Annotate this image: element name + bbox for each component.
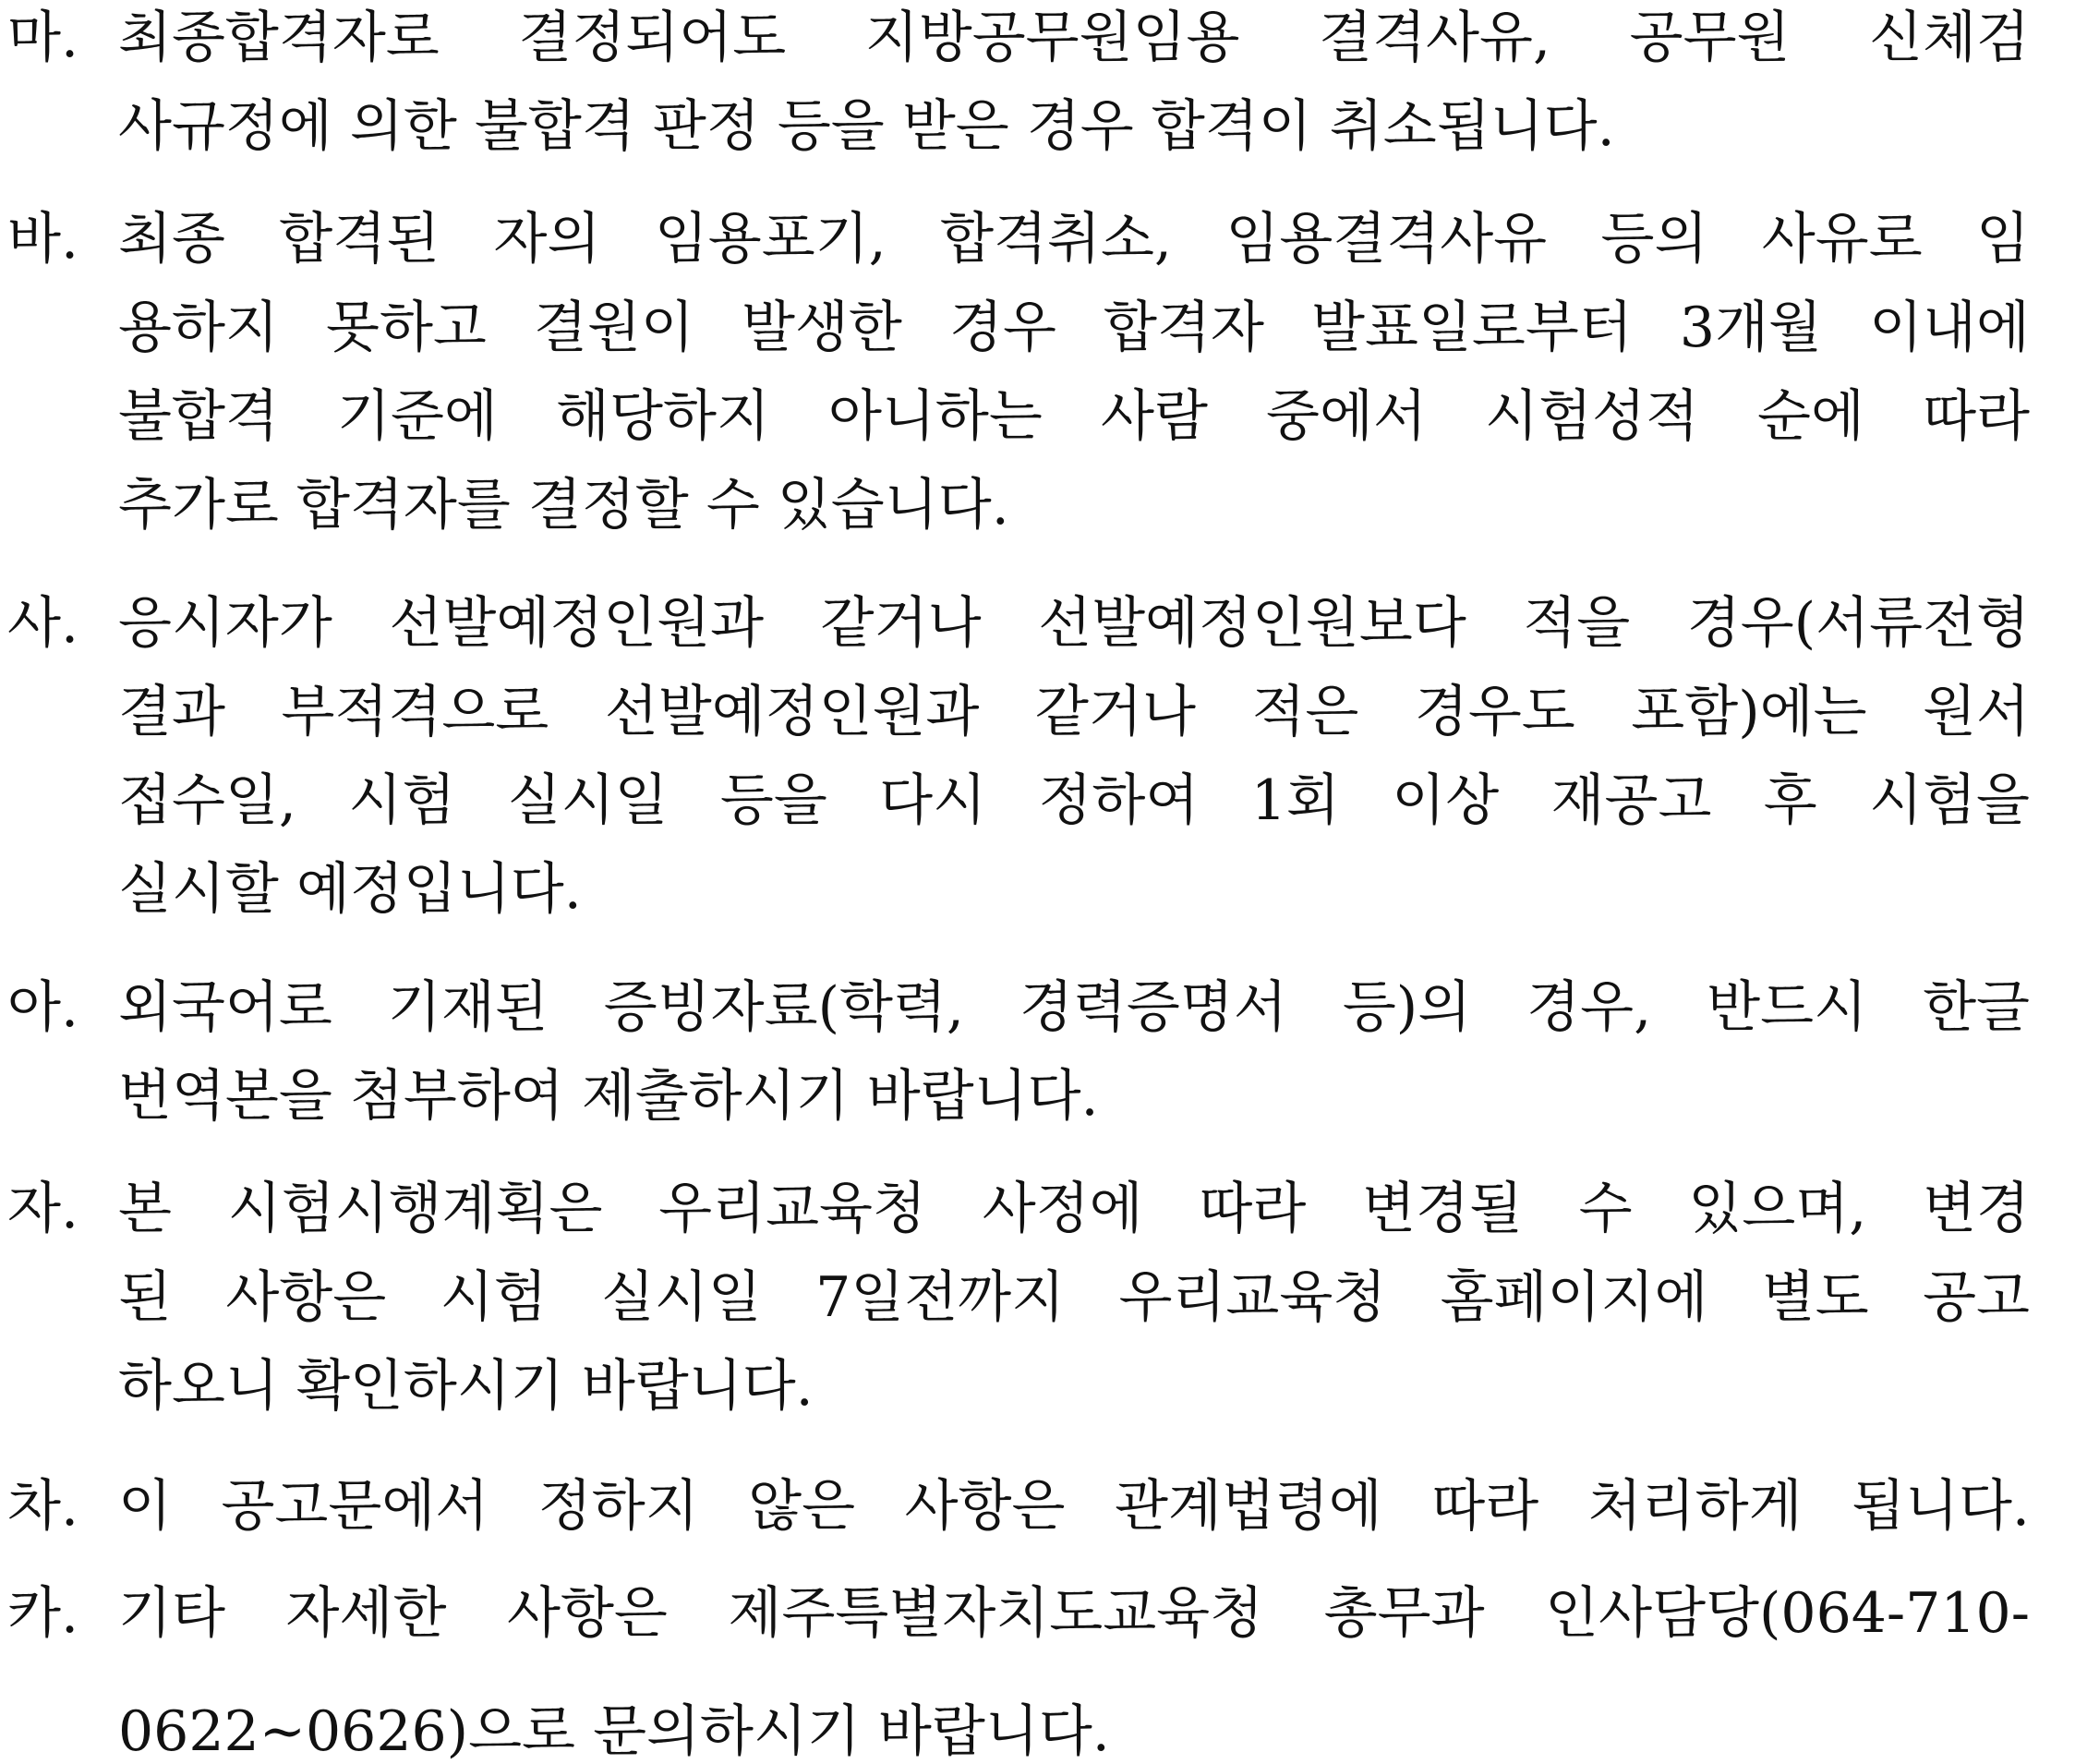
item-text-line: 본 시험시행계획은 우리교육청 사정에 따라 변경될 수 있으며, 변경 [118, 1177, 2030, 1241]
item-marker: 마. [7, 6, 79, 70]
item-marker: 자. [7, 1177, 79, 1241]
item-marker: 차. [7, 1474, 79, 1539]
item-marker: 사. [7, 591, 79, 656]
item-marker: 카. [7, 1581, 79, 1646]
item-text-line: 이 공고문에서 정하지 않은 사항은 관계법령에 따라 처리하게 됩니다. [118, 1474, 2030, 1539]
item-text-line: 번역본을 첨부하여 제출하시기 바랍니다. [118, 1064, 1099, 1129]
item-text-line: 용하지 못하고 결원이 발생한 경우 합격자 발표일로부터 3개월 이내에 [118, 296, 2030, 360]
item-text-line: 접수일, 시험 실시일 등을 다시 정하여 1회 이상 재공고 후 시험을 [118, 768, 2030, 833]
item-text-line: 불합격 기준에 해당하지 아니하는 사람 중에서 시험성적 순에 따라 [118, 384, 2030, 449]
item-text-line: 실시할 예정입니다. [118, 857, 582, 922]
item-marker: 바. [7, 207, 79, 272]
item-text-line: 응시자가 선발예정인원과 같거나 선발예정인원보다 적을 경우(서류전형 [118, 591, 2030, 656]
item-text-line: 0622~0626)으로 문의하시기 바랍니다. [118, 1699, 1110, 1764]
item-text-line: 결과 부적격으로 선발예정인원과 같거나 적은 경우도 포함)에는 원서 [118, 680, 2030, 744]
item-text-line: 된 사항은 시험 실시일 7일전까지 우리교육청 홈페이지에 별도 공고 [118, 1265, 2030, 1330]
item-text-line: 추가로 합격자를 결정할 수 있습니다. [118, 473, 1009, 538]
item-text-line: 하오니 확인하시기 바랍니다. [118, 1354, 814, 1419]
item-text-line: 기타 자세한 사항은 제주특별자치도교육청 총무과 인사담당(064-710- [118, 1581, 2030, 1646]
item-text-line: 외국어로 기재된 증빙자료(학력, 경력증명서 등)의 경우, 반드시 한글 [118, 975, 2030, 1040]
item-text-line: 사규정에 의한 불합격 판정 등을 받은 경우 합격이 취소됩니다. [118, 94, 1615, 159]
item-marker: 아. [7, 975, 79, 1040]
item-text-line: 최종 합격된 자의 임용포기, 합격취소, 임용결격사유 등의 사유로 임 [118, 207, 2030, 272]
item-text-line: 최종합격자로 결정되어도 지방공무원임용 결격사유, 공무원 신체검 [118, 6, 2030, 70]
